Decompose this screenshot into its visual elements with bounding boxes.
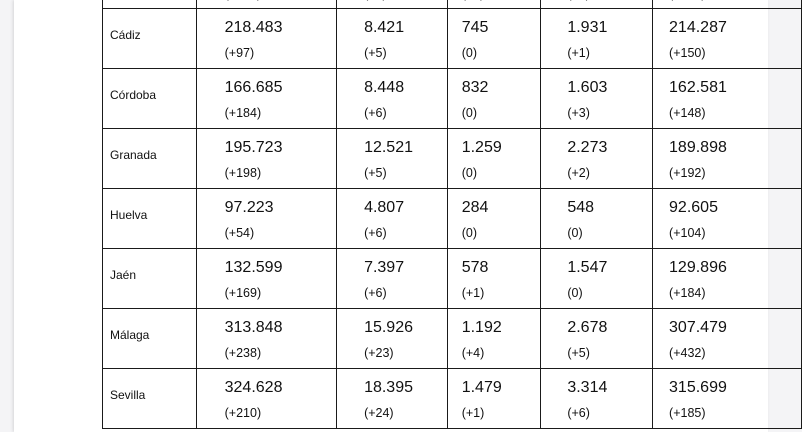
value-text: 18.395: [364, 379, 413, 396]
value-text: 324.628: [224, 379, 283, 396]
value-text: 548: [567, 199, 595, 216]
delta-text: (+97): [224, 46, 255, 60]
value-text: 8.421: [364, 19, 405, 36]
table-row: [103, 129, 802, 189]
delta-text: (+24): [364, 406, 394, 420]
delta-text: (+4): [461, 346, 485, 360]
delta-text: (+104): [669, 226, 706, 240]
delta-text: (+198): [224, 166, 262, 180]
value-text: 1.192: [461, 319, 502, 336]
delta-text: (+210): [224, 406, 262, 420]
data-cell: [447, 129, 541, 189]
delta-text: (+150): [669, 46, 706, 60]
delta-text: (+192): [669, 166, 706, 180]
value-text: 189.898: [669, 139, 727, 156]
value-text: 1.259: [461, 139, 502, 156]
table-row-partial: [103, 0, 802, 9]
value-text: 1.931: [567, 19, 608, 36]
value-text: 129.896: [669, 259, 727, 276]
data-cell: [541, 9, 653, 69]
data-cell: [196, 0, 336, 9]
value-text: 284: [461, 199, 489, 216]
data-cell: [337, 69, 448, 129]
value-text: 315.699: [669, 379, 727, 396]
data-cell: [447, 369, 541, 429]
value-text: 313.848: [224, 319, 283, 336]
table-row: [103, 189, 802, 249]
value-text: 195.723: [224, 139, 283, 156]
province-cell: [103, 0, 197, 9]
value-text: 97.223: [224, 199, 274, 216]
data-cell: [447, 9, 541, 69]
data-cell: [196, 9, 336, 69]
delta-text: [567, 0, 652, 1]
value-text: 15.926: [364, 319, 413, 336]
covid-data-table: [102, 0, 802, 429]
table-row: [103, 369, 802, 429]
delta-text: (+5): [364, 166, 387, 180]
delta-text: [364, 0, 447, 1]
delta-text: (+3): [567, 106, 590, 120]
data-cell: [196, 249, 336, 309]
data-cell: [653, 69, 802, 129]
delta-text: [225, 0, 336, 1]
data-cell: [337, 0, 448, 9]
value-text: 8.448: [364, 79, 405, 96]
data-cell: [196, 309, 336, 369]
data-cell: [196, 69, 336, 129]
delta-text: [669, 0, 801, 1]
delta-text: (+6): [364, 286, 387, 300]
data-cell: [337, 309, 448, 369]
data-cell: [541, 189, 653, 249]
delta-text: (+1): [461, 286, 485, 300]
delta-text: (+54): [224, 226, 255, 240]
delta-text: (+5): [364, 46, 387, 60]
data-cell: [541, 369, 653, 429]
data-cell: [653, 129, 802, 189]
delta-text: (+6): [364, 226, 387, 240]
data-cell: [337, 249, 448, 309]
value-text: 214.287: [669, 19, 727, 36]
province-cell: Sevilla: [103, 369, 197, 429]
delta-text: (0): [567, 286, 583, 300]
value-text: 832: [461, 79, 489, 96]
data-cell: [447, 0, 541, 9]
data-cell: [337, 189, 448, 249]
delta-text: (+185): [669, 406, 706, 420]
delta-text: (0): [461, 106, 477, 120]
data-cell: [653, 9, 802, 69]
data-cell: [196, 129, 336, 189]
province-cell: Cádiz: [103, 9, 197, 69]
value-text: 4.807: [364, 199, 405, 216]
data-cell: [447, 309, 541, 369]
value-text: 218.483: [224, 19, 283, 36]
data-cell: [447, 189, 541, 249]
delta-text: (0): [567, 226, 583, 240]
data-cell: [337, 369, 448, 429]
data-cell: [653, 249, 802, 309]
table-row: [103, 9, 802, 69]
data-cell: [447, 249, 541, 309]
value-text: 3.314: [567, 379, 608, 396]
delta-text: (0): [461, 166, 477, 180]
value-text: 1.479: [461, 379, 502, 396]
delta-text: (+184): [224, 106, 262, 120]
delta-text: (0): [461, 46, 477, 60]
delta-text: (+2): [567, 166, 590, 180]
province-cell: Granada: [103, 129, 197, 189]
data-cell: [653, 0, 802, 9]
delta-text: (+1): [461, 406, 485, 420]
value-text: 1.603: [567, 79, 608, 96]
value-text: 7.397: [364, 259, 405, 276]
delta-text: (+169): [224, 286, 262, 300]
province-cell: Málaga: [103, 309, 197, 369]
value-text: 12.521: [364, 139, 413, 156]
delta-text: (+148): [669, 106, 706, 120]
value-text: 132.599: [224, 259, 283, 276]
table-row: [103, 249, 802, 309]
province-cell: Córdoba: [103, 69, 197, 129]
delta-text: (+5): [567, 346, 590, 360]
data-cell: [337, 9, 448, 69]
delta-text: (+432): [669, 346, 706, 360]
delta-text: (+184): [669, 286, 706, 300]
data-cell: [653, 369, 802, 429]
value-text: 2.678: [567, 319, 608, 336]
data-cell: [541, 309, 653, 369]
data-cell: [337, 129, 448, 189]
delta-text: (+1): [567, 46, 590, 60]
province-cell: Jaén: [103, 249, 197, 309]
value-text: 1.547: [567, 259, 608, 276]
data-cell: [653, 189, 802, 249]
data-cell: [653, 309, 802, 369]
value-text: 162.581: [669, 79, 727, 96]
delta-text: (+23): [364, 346, 394, 360]
delta-text: (0): [461, 226, 477, 240]
value-text: 92.605: [669, 199, 718, 216]
delta-text: (+6): [567, 406, 590, 420]
data-cell: [196, 189, 336, 249]
table-row: [103, 69, 802, 129]
value-text: 2.273: [567, 139, 608, 156]
data-cell: [541, 249, 653, 309]
data-cell: [541, 129, 653, 189]
table-row: [103, 309, 802, 369]
delta-text: (+238): [224, 346, 262, 360]
value-text: 578: [461, 259, 489, 276]
province-cell: Huelva: [103, 189, 197, 249]
document-page: [14, 0, 768, 432]
data-cell: [196, 369, 336, 429]
delta-text: [462, 0, 541, 1]
value-text: 166.685: [224, 79, 283, 96]
data-cell: [541, 69, 653, 129]
data-cell: [541, 0, 653, 9]
delta-text: (+6): [364, 106, 387, 120]
data-cell: [447, 69, 541, 129]
value-text: 307.479: [669, 319, 727, 336]
value-text: 745: [461, 19, 489, 36]
